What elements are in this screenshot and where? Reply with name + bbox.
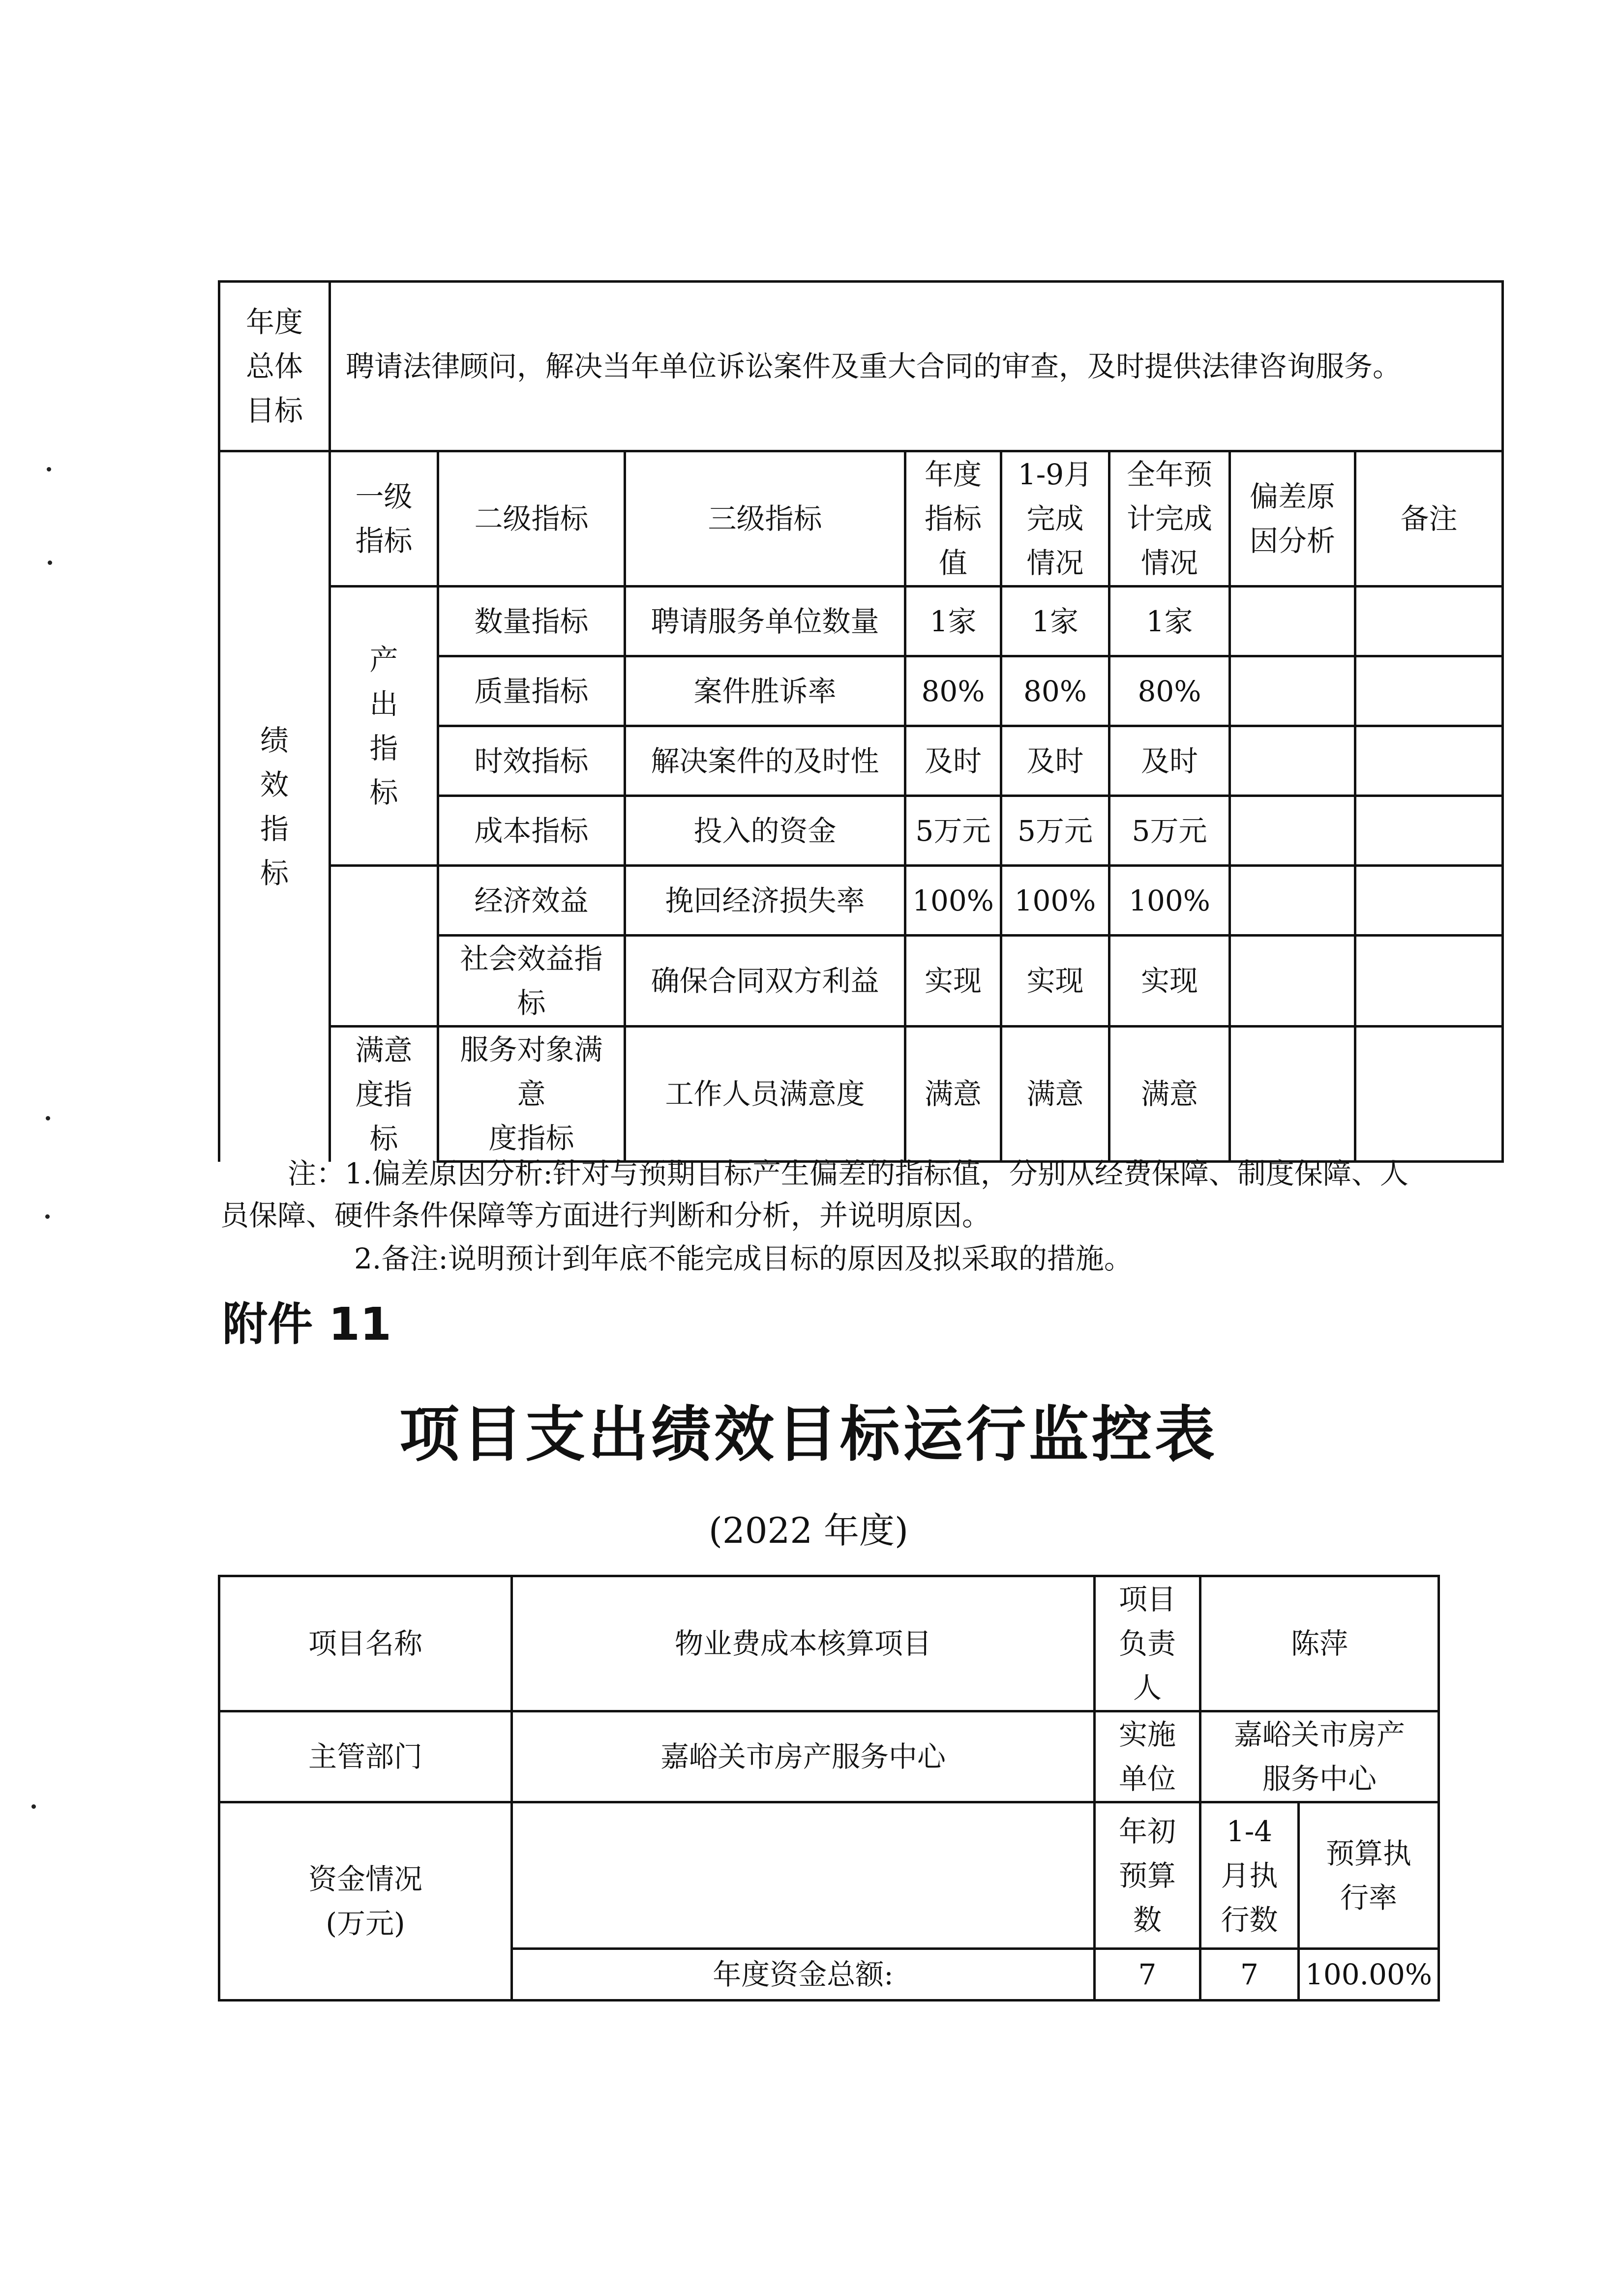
total-exec: 7 (1200, 1949, 1299, 2001)
row-deviation (1230, 656, 1355, 726)
owner-value: 陈萍 (1200, 1576, 1439, 1711)
header-forecast: 全年预 计完成 情况 (1109, 451, 1230, 587)
row-deviation (1230, 726, 1355, 796)
row-level3: 聘请服务单位数量 (625, 587, 905, 656)
row-done: 1家 (1001, 587, 1109, 656)
row-level2: 时效指标 (438, 726, 625, 796)
row-remark (1355, 1027, 1503, 1162)
total-label: 年度资金总额: (512, 1949, 1095, 2001)
page-title: 项目支出绩效目标运行监控表 (399, 1400, 1218, 1470)
row-level2: 质量指标 (438, 656, 625, 726)
row-target: 满意 (905, 1027, 1001, 1162)
row-level2: 数量指标 (438, 587, 625, 656)
row-target: 100% (905, 866, 1001, 936)
row-done: 100% (1001, 866, 1109, 936)
row-target: 5万元 (905, 796, 1001, 866)
row-remark (1355, 866, 1503, 936)
header-level3: 三级指标 (625, 451, 905, 587)
row-remark (1355, 936, 1503, 1027)
row-remark (1355, 796, 1503, 866)
row-level3: 挽回经济损失率 (625, 866, 905, 936)
row-forecast: 实现 (1109, 936, 1230, 1027)
budget-label: 年初 预算 数 (1095, 1802, 1200, 1949)
note-line-3: 2.备注:说明预计到年底不能完成目标的原因及拟采取的措施。 (354, 1242, 1133, 1275)
scan-speck (45, 1214, 50, 1219)
row-done: 80% (1001, 656, 1109, 726)
output-label: 产 出 指 标 (330, 587, 438, 866)
exec-label: 1-4 月执 行数 (1200, 1802, 1299, 1949)
total-rate: 100.00% (1299, 1949, 1439, 2001)
scan-speck (48, 560, 52, 565)
scan-speck (31, 1804, 36, 1809)
funds-blank (512, 1802, 1095, 1949)
row-deviation (1230, 1027, 1355, 1162)
performance-table (218, 280, 1504, 1163)
row-deviation (1230, 866, 1355, 936)
effect-label (330, 866, 438, 1027)
row-level3: 确保合同双方利益 (625, 936, 905, 1027)
row-forecast: 及时 (1109, 726, 1230, 796)
funds-label: 资金情况 (万元) (219, 1802, 512, 2001)
header-level2: 二级指标 (438, 451, 625, 587)
row-forecast: 100% (1109, 866, 1230, 936)
row-deviation (1230, 587, 1355, 656)
row-level3: 工作人员满意度 (625, 1027, 905, 1162)
row-forecast: 满意 (1109, 1027, 1230, 1162)
project-name-label: 项目名称 (219, 1576, 512, 1711)
row-target: 及时 (905, 726, 1001, 796)
row-target: 实现 (905, 936, 1001, 1027)
row-done: 5万元 (1001, 796, 1109, 866)
row-done: 实现 (1001, 936, 1109, 1027)
scan-speck (46, 1116, 50, 1120)
goal-label: 年度 总体 目标 (219, 282, 330, 451)
note-line-1: 注：1.偏差原因分析:针对与预期目标产生偏差的指标值，分别从经费保障、制度保障、人 (288, 1157, 1408, 1190)
project-name: 物业费成本核算项目 (512, 1576, 1095, 1711)
note-line-2: 员保障、硬件条件保障等方面进行判断和分析，并说明原因。 (220, 1199, 991, 1232)
row-level3: 解决案件的及时性 (625, 726, 905, 796)
row-level2: 服务对象满 意 度指标 (438, 1027, 625, 1162)
row-forecast: 1家 (1109, 587, 1230, 656)
project-table (218, 1575, 1440, 2002)
row-level2: 成本指标 (438, 796, 625, 866)
row-forecast: 80% (1109, 656, 1230, 726)
row-remark (1355, 656, 1503, 726)
scan-speck (47, 467, 51, 471)
goal-text: 聘请法律顾问，解决当年单位诉讼案件及重大合同的审查，及时提供法律咨询服务。 (330, 282, 1503, 451)
row-done: 及时 (1001, 726, 1109, 796)
header-target: 年度 指标 值 (905, 451, 1001, 587)
rate-label: 预算执 行率 (1299, 1802, 1439, 1949)
row-remark (1355, 726, 1503, 796)
row-forecast: 5万元 (1109, 796, 1230, 866)
impl-value: 嘉峪关市房产 服务中心 (1200, 1711, 1439, 1802)
row-level3: 投入的资金 (625, 796, 905, 866)
dept-value: 嘉峪关市房产服务中心 (512, 1711, 1095, 1802)
performance-label: 绩 效 指 标 (219, 451, 330, 1162)
row-level2: 经济效益 (438, 866, 625, 936)
header-remark: 备注 (1355, 451, 1503, 587)
header-level1: 一级 指标 (330, 451, 438, 587)
header-deviation: 偏差原 因分析 (1230, 451, 1355, 587)
year-label: (2022 年度) (708, 1510, 909, 1551)
header-done: 1-9月 完成 情况 (1001, 451, 1109, 587)
row-target: 80% (905, 656, 1001, 726)
row-deviation (1230, 936, 1355, 1027)
attachment-label: 附件 11 (222, 1298, 392, 1351)
total-budget: 7 (1095, 1949, 1200, 2001)
satisfaction-label: 满意 度指 标 (330, 1027, 438, 1162)
row-deviation (1230, 796, 1355, 866)
row-level3: 案件胜诉率 (625, 656, 905, 726)
row-level2: 社会效益指 标 (438, 936, 625, 1027)
owner-label: 项目 负责 人 (1095, 1576, 1200, 1711)
row-done: 满意 (1001, 1027, 1109, 1162)
dept-label: 主管部门 (219, 1711, 512, 1802)
row-remark (1355, 587, 1503, 656)
row-target: 1家 (905, 587, 1001, 656)
impl-label: 实施 单位 (1095, 1711, 1200, 1802)
